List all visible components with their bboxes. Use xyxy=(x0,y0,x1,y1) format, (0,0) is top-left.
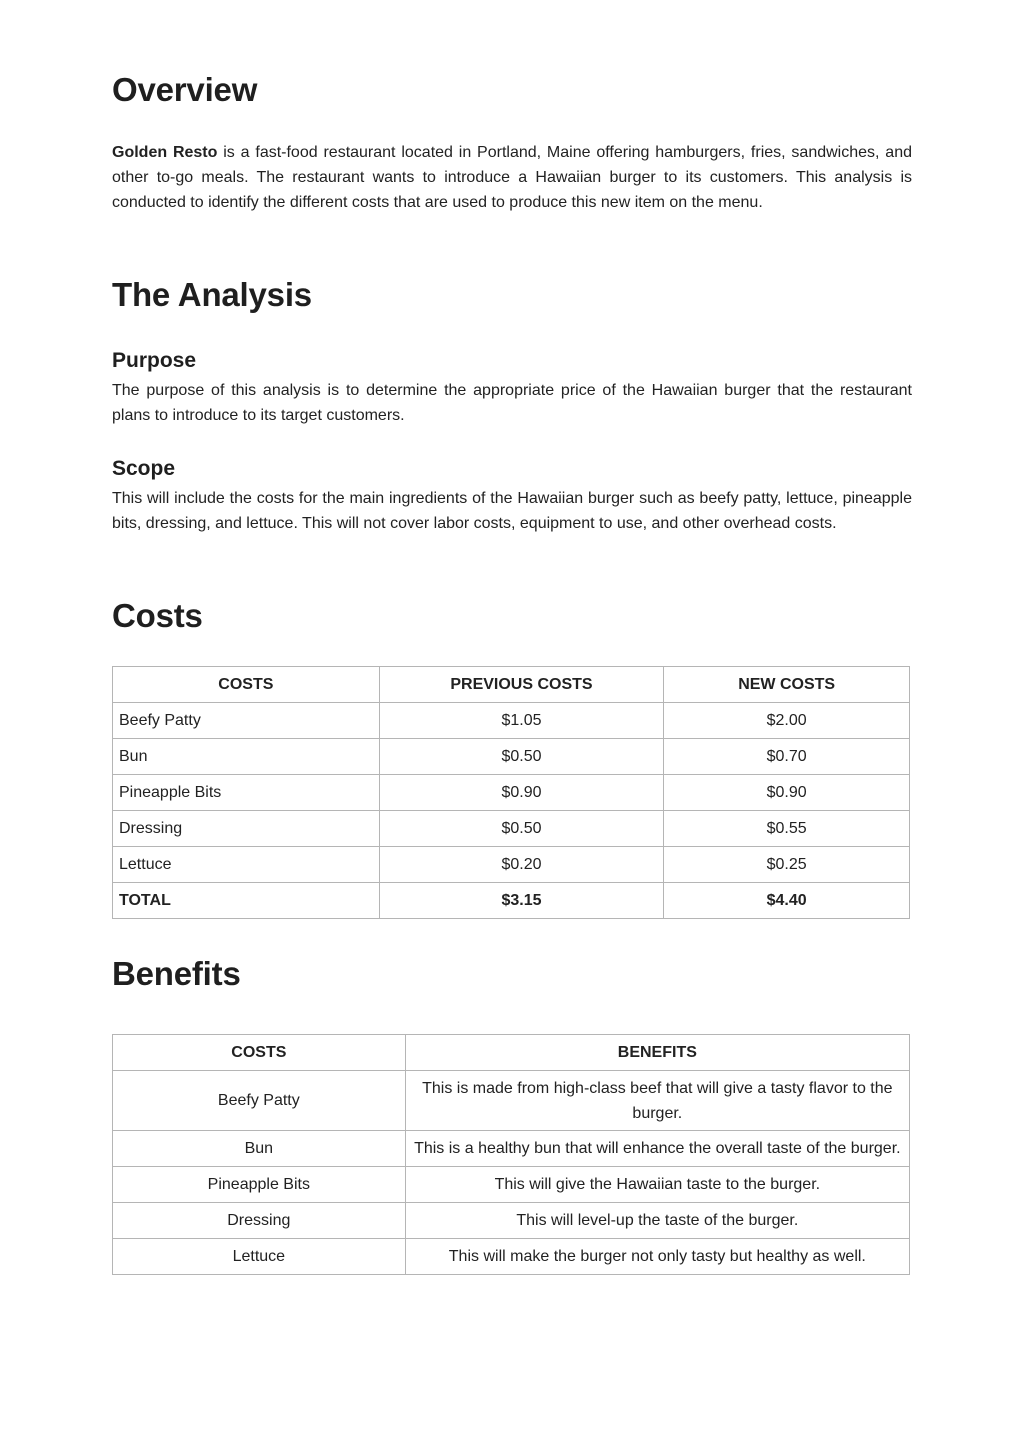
benefit-text: This will give the Hawaiian taste to the burger. xyxy=(405,1167,909,1203)
previous-cost: $0.50 xyxy=(379,811,664,847)
new-cost: $2.00 xyxy=(664,703,910,739)
overview-body: is a fast-food restaurant located in Portland, Maine offering hamburgers, fries, sandwiches, and other to-go meals. The restaurant wants to introduce a Hawaiian burger to its customers. This analysis is conducted to identify the different costs that are used to produce this new item on the menu. xyxy=(112,144,912,211)
benefit-item: Dressing xyxy=(113,1203,406,1239)
scope-paragraph: This will include the costs for the main ingredients of the Hawaiian burger such as beefy patty, lettuce, pineapple bits, dressing, and lettuce. This will not cover labor costs, equipment to use, and other overhead costs. xyxy=(112,490,912,532)
previous-cost: $0.90 xyxy=(379,775,664,811)
table-row xyxy=(113,811,910,847)
costs-col-header: COSTS xyxy=(113,667,380,703)
benefit-text: This is made from high-class beef that will give a tasty flavor to the burger. xyxy=(405,1071,909,1131)
table-row xyxy=(113,1071,910,1131)
company-name: Golden Resto xyxy=(112,144,218,161)
overview-heading: Overview xyxy=(112,71,258,108)
table-row xyxy=(113,847,910,883)
benefit-text: This will level-up the taste of the burger. xyxy=(405,1203,909,1239)
table-row xyxy=(113,775,910,811)
total-label: TOTAL xyxy=(113,883,380,919)
benefits-table xyxy=(112,1034,910,1275)
previous-cost: $0.50 xyxy=(379,739,664,775)
analysis-heading: The Analysis xyxy=(112,276,312,313)
new-cost: $0.90 xyxy=(664,775,910,811)
benefit-text: This is a healthy bun that will enhance the overall taste of the burger. xyxy=(405,1131,909,1167)
benefit-text: This will make the burger not only tasty but healthy as well. xyxy=(405,1239,909,1275)
purpose-paragraph: The purpose of this analysis is to determine the appropriate price of the Hawaiian burger that the restaurant plans to introduce to its target customers. xyxy=(112,382,912,424)
purpose-heading: Purpose xyxy=(112,349,197,372)
table-row xyxy=(113,739,910,775)
benefits-costs-col-header: COSTS xyxy=(113,1035,406,1071)
benefit-item: Pineapple Bits xyxy=(113,1167,406,1203)
total-row xyxy=(113,883,910,919)
benefits-header-row xyxy=(113,1035,910,1071)
cost-item: Bun xyxy=(113,739,380,775)
cost-item: Lettuce xyxy=(113,847,380,883)
table-row xyxy=(113,1203,910,1239)
benefit-item: Lettuce xyxy=(113,1239,406,1275)
new-cost: $0.70 xyxy=(664,739,910,775)
table-row xyxy=(113,1167,910,1203)
costs-header-row xyxy=(113,667,910,703)
benefit-item: Bun xyxy=(113,1131,406,1167)
benefits-heading: Benefits xyxy=(112,955,241,992)
cost-item: Beefy Patty xyxy=(113,703,380,739)
benefit-item: Beefy Patty xyxy=(113,1071,406,1131)
previous-costs-col-header: PREVIOUS COSTS xyxy=(379,667,664,703)
previous-cost: $1.05 xyxy=(379,703,664,739)
cost-item: Dressing xyxy=(113,811,380,847)
total-new-cost: $4.40 xyxy=(664,883,910,919)
overview-paragraph xyxy=(112,140,912,215)
costs-heading: Costs xyxy=(112,597,203,634)
benefits-col-header: BENEFITS xyxy=(405,1035,909,1071)
previous-cost: $0.20 xyxy=(379,847,664,883)
new-cost: $0.55 xyxy=(664,811,910,847)
total-previous-cost: $3.15 xyxy=(379,883,664,919)
table-row xyxy=(113,703,910,739)
cost-item: Pineapple Bits xyxy=(113,775,380,811)
costs-table xyxy=(112,666,910,919)
new-cost: $0.25 xyxy=(664,847,910,883)
new-costs-col-header: NEW COSTS xyxy=(664,667,910,703)
table-row xyxy=(113,1131,910,1167)
table-row xyxy=(113,1239,910,1275)
scope-heading: Scope xyxy=(112,457,176,480)
